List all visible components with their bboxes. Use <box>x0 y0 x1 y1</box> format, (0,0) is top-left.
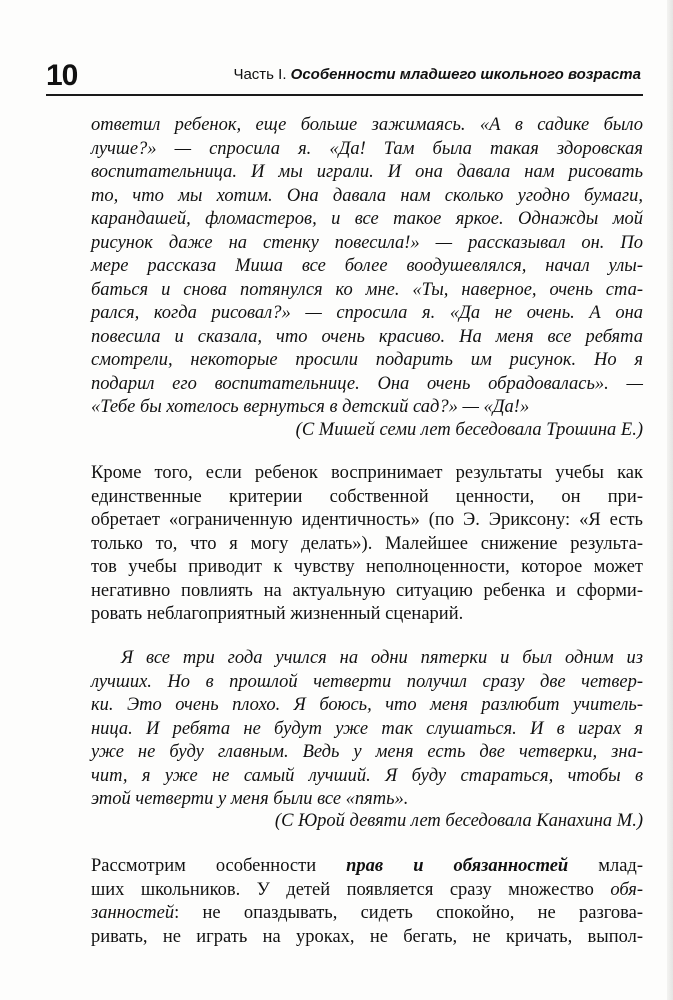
paragraph-line <box>91 855 643 879</box>
paragraph-line: Кроме того, если ребенок воспринимает результаты учебы как <box>91 463 643 483</box>
quote-line: воспитательница. И мы играли. И она давала нам рисовать <box>91 162 643 182</box>
paragraph-text: : не опаздывать, сидеть спокойно, не разгова- <box>174 903 643 923</box>
page-number: 10 <box>46 59 78 92</box>
paragraph-rights-duties <box>91 855 643 949</box>
running-head <box>233 66 641 84</box>
page-edge-shadow <box>667 0 673 1000</box>
quote-yura-attribution: (С Юрой девяти лет беседовала Канахина М.) <box>274 811 643 831</box>
quote-line: лучших. Но в прошлой четверти получил сразу две четвер- <box>91 671 643 692</box>
quote-line: баться и снова потянулся ко мне. «Ты, наверное, очень ста- <box>91 279 643 300</box>
paragraph-line: только то, что я могу делать»). Малейшее снижение результа- <box>91 533 643 554</box>
paragraph-line: обретает «ограниченную идентичность» (по Э. Эриксону: «Я есть <box>91 510 643 530</box>
quote-line: рисунок даже на стенку повесила!» — рассказывал он. По <box>91 232 643 253</box>
quote-misha <box>91 114 643 420</box>
quote-yura <box>91 647 643 812</box>
emphasis-duties-cont: занностей <box>91 903 175 923</box>
quote-line: мере рассказа Миша все более воодушевлялся, начал улы- <box>91 256 643 276</box>
quote-line: повесила и сказала, что очень красиво. На меня все ребята <box>91 326 643 347</box>
quote-line: смотрели, некоторые просили подарить им рисунок. Но я <box>91 350 643 370</box>
running-head-part-title: Особенности младшего школьного возраста <box>290 66 641 83</box>
emphasis-rights-duties: прав и обязанностей <box>346 856 569 876</box>
quote-line: подарил его воспитательнице. Она очень обрадовалась». — <box>91 373 643 394</box>
paragraph-line: единственные критерии собственной ценности, он при- <box>91 486 643 507</box>
paragraph-text: млад- <box>568 856 643 876</box>
quote-line: карандашей, фломастеров, и все такое яркое. Однажды мой <box>91 209 643 229</box>
quote-line: рался, когда рисовал?» — спросила я. «Да не очень. А она <box>91 303 643 323</box>
paragraph-line: тов учебы приводит к чувству неполноценности, которое может <box>91 557 643 577</box>
paragraph-text: Рассмотрим особенности <box>91 856 347 876</box>
quote-line: Я все три года учился на одни пятерки и был одним из <box>121 648 643 668</box>
quote-line: лучше?» — спросила я. «Да! Там была такая здоровская <box>91 138 643 159</box>
quote-line: ки. Это очень плохо. Я боюсь, что меня разлюбит учитель- <box>91 695 643 715</box>
emphasis-duties: обя- <box>610 879 643 900</box>
paragraph-line: ривать, не играть на уроках, не бегать, не кричать, выпол- <box>91 926 643 947</box>
quote-line: чит, я уже не самый лучший. Я буду стараться, чтобы в <box>91 765 643 786</box>
quote-line: ница. И ребята не будут уже так слушаться. И в играх я <box>91 718 643 739</box>
quote-line: уже не буду главным. Ведь у меня есть две четверки, зна- <box>91 742 643 762</box>
paragraph-line <box>91 902 643 926</box>
header-rule <box>46 94 643 96</box>
quote-line: этой четверти у меня были все «пять». <box>91 789 409 809</box>
quote-line: то, что мы хотим. Она давала нам сколько угодно бумаги, <box>91 185 643 206</box>
paragraph-text: ших школьников. У детей появляется сразу множество <box>91 879 611 900</box>
quote-line: ответил ребенок, еще больше зажимаясь. «А в садике было <box>91 115 643 135</box>
paragraph-line <box>91 879 643 903</box>
paragraph-line: ровать неблагоприятный жизненный сценарий. <box>91 604 464 624</box>
paragraph-identity <box>91 462 643 627</box>
quote-line: «Тебе бы хотелось вернуться в детский сад?» — «Да!» <box>91 397 530 417</box>
quote-misha-attribution: (С Мишей семи лет беседовала Трошина Е.) <box>295 420 643 440</box>
running-head-part-label: Часть I. <box>233 66 287 83</box>
paragraph-line: негативно повлиять на актуальную ситуацию ребенка и сформи- <box>91 580 643 601</box>
